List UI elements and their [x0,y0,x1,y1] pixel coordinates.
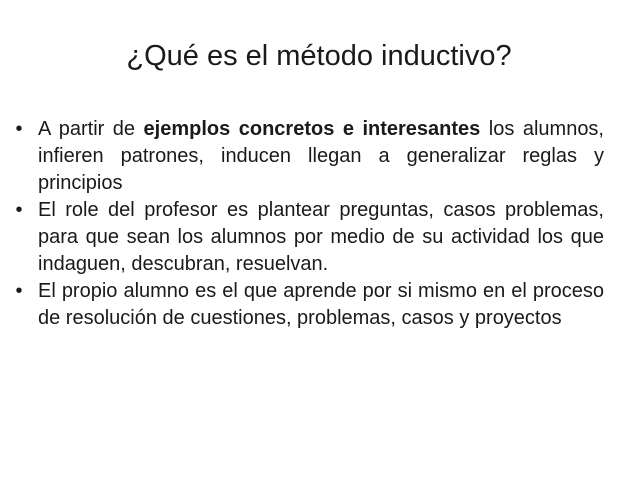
bullet-text-emphasis: ejemplos concretos e interesantes [143,118,481,140]
bullet-marker: • [15,199,23,221]
bullet-text: El propio alumno es el que aprende por si mismo en el proceso de resolución de cuestiones, problemas, casos y proyectos [38,280,604,329]
bullet-text: El role del profesor es plantear preguntas, casos problemas, para que sean los alumnos por medio de su actividad los que indaguen, descubran, resuelvan. [38,199,604,275]
bullet-item [12,116,604,197]
bullet-marker: • [15,118,23,140]
bullet-item [12,197,604,278]
bullet-marker: • [15,280,23,302]
slide-title: ¿Qué es el método inductivo? [126,40,512,72]
bullet-list [12,116,604,332]
bullet-item [12,278,604,332]
bullet-text-end: los alumnos, infieren patrones, inducen llegan a generalizar reglas y principios [38,118,604,194]
bullet-text-start: A partir de [38,118,144,140]
